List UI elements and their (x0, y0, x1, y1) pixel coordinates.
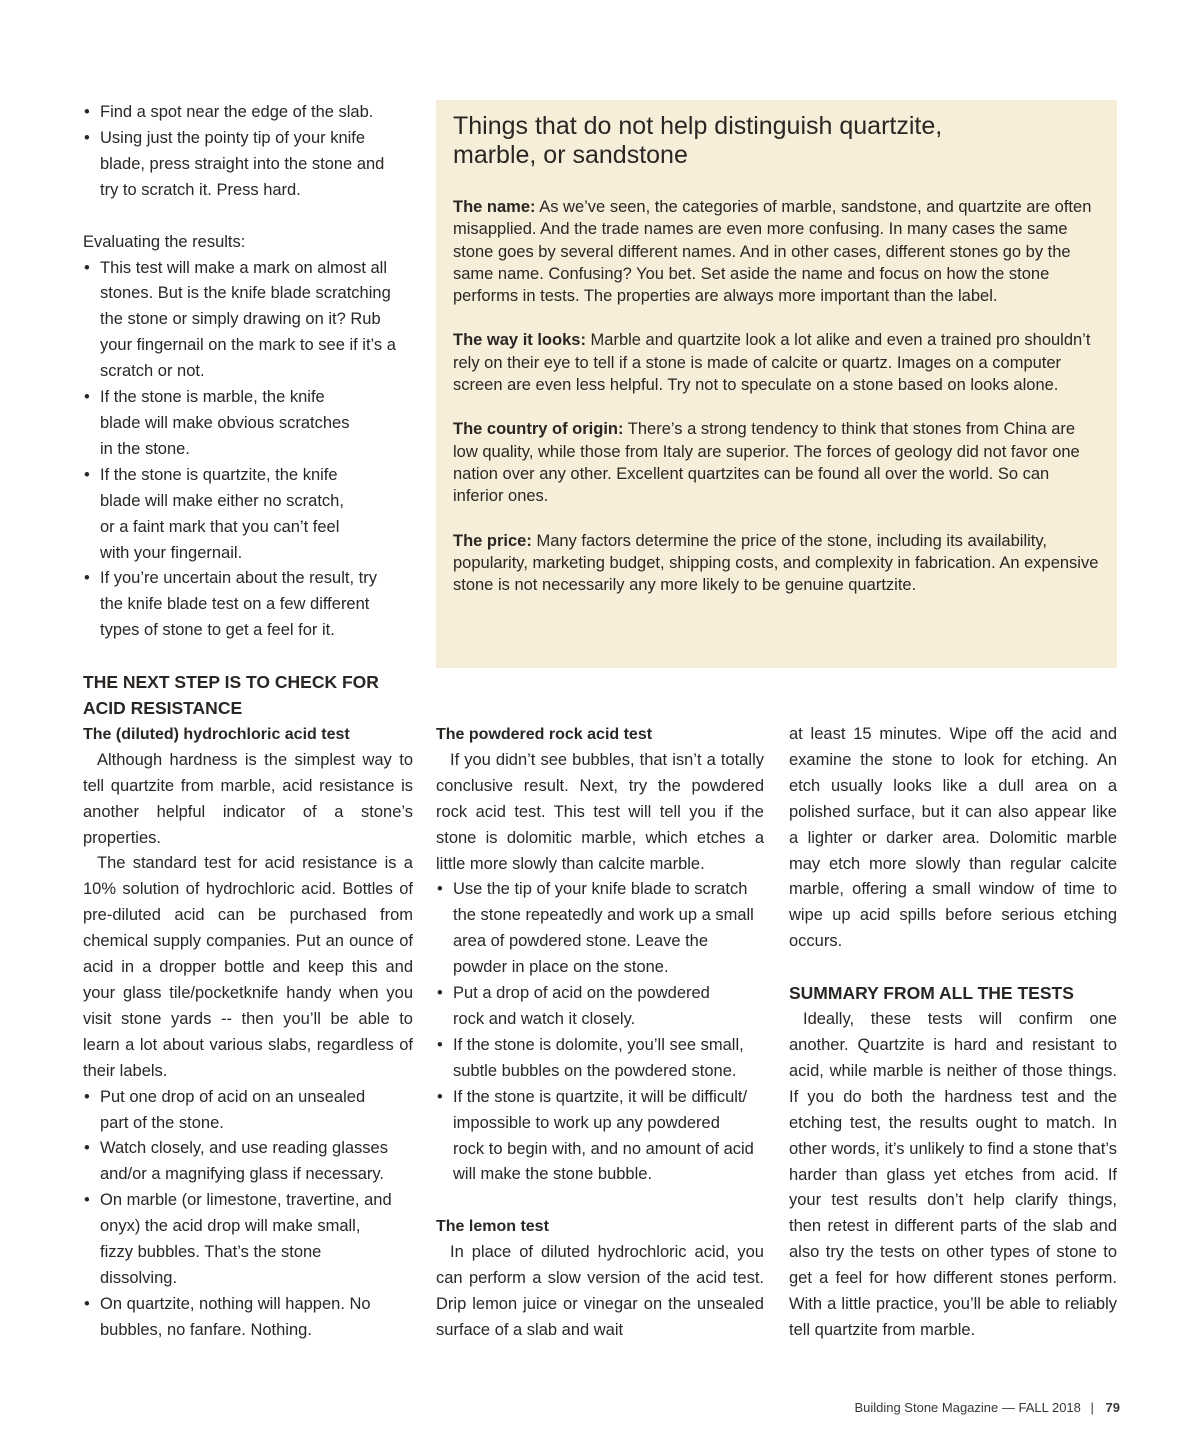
list-item: • On marble (or limestone, travertine, and onyx) the acid drop will make small, fizzy bubbles. That’s the stone dissolving. (83, 1188, 413, 1292)
sidebar-item-name (453, 196, 1100, 307)
acid-paragraph: Although hardness is the simplest way to tell quartzite from marble, acid resistance is another helpful indicator of a stone’s properties. (83, 750, 413, 847)
list-item: • If the stone is quartzite, the knife blade will make either no scratch, or a faint mark that you can’t feel with your fingernail. (83, 463, 403, 567)
list-item: • If the stone is marble, the knife blade will make obvious scratches in the stone. (83, 385, 403, 463)
sidebar-item-origin (453, 418, 1100, 507)
sidebar-term: The price: (453, 531, 532, 550)
section-heading-acid-resistance: THE NEXT STEP IS TO CHECK FOR ACID RESISTANCE (83, 672, 379, 719)
powdered-paragraph: If you didn’t see bubbles, that isn’t a totally conclusive result. Next, try the powdered rock acid test. This test will tell you if the stone is dolomitic marble, which etches a little more slowly than calcite marble. (436, 750, 764, 873)
sidebar-box (436, 100, 1117, 668)
page-footer (0, 1400, 1120, 1416)
summary-paragraph: Ideally, these tests will confirm one another. Quartzite is hard and resistant to acid, while marble is neither of those things. If you do both the hardness test and the etching test, the results ought to match. In other words, it’s unlikely to find a stone that’s harder than glass yet etches from acid. If your test results don’t help clarify things, then retest in different parts of the slab and also try the tests on other types of stone to get a feel for how different stones perform. With a little practice, you’ll be able to reliably tell quartzite from marble. (789, 1010, 1117, 1339)
list-item: • If the stone is dolomite, you’ll see small, subtle bubbles on the powdered stone. (436, 1033, 764, 1085)
list-item: • If the stone is quartzite, it will be difficult/ impossible to work up any powdered rock to begin with, and no amount of acid will make the stone bubble. (436, 1085, 764, 1189)
sidebar-text: As we’ve seen, the categories of marble, sandstone, and quartzite are often misapplied. And the trade names are even more confusing. In many cases the same stone goes by several different names. And in other cases, different stones go by the same name. Confusing? You bet. Set aside the name and focus on how the stone performs in tests. The properties are always more important than the label. (453, 198, 1092, 306)
continued-paragraph: at least 15 minutes. Wipe off the acid and examine the stone to look for etching. An etch usually looks like a dull area on a polished surface, but it can also appear like a lighter or darker area. Dolomitic marble may etch more slowly than regular calcite marble, offering a small window of time to wipe up acid spills before serious etching occurs. (789, 725, 1117, 951)
subheading-powdered-rock-test: The powdered rock acid test (436, 726, 653, 743)
sidebar-term: The way it looks: (453, 331, 586, 350)
sidebar-term: The name: (453, 198, 536, 216)
section-heading-summary: SUMMARY FROM ALL THE TESTS (789, 983, 1074, 1004)
sidebar-item-price (453, 530, 1100, 597)
list-item: • Find a spot near the edge of the slab. (83, 100, 413, 126)
sidebar-text: Marble and quartzite look a lot alike and even a trained pro shouldn’t rely on their eye to tell if a stone is made of calcite or quartz. Images on a computer screen are even less helpful. Try not to speculate on a stone based on looks alone. (453, 331, 1091, 395)
subheading-hydrochloric-test: The (diluted) hydrochloric acid test (83, 725, 350, 743)
sidebar-text: There’s a strong tendency to think that stones from China are low quality, while those from Italy are superior. The forces of geology did not favor one nation over any other. Excellent quartzites can be found all over the world. So can inferior ones. (453, 420, 1080, 506)
list-item: • On quartzite, nothing will happen. No bubbles, no fanfare. Nothing. (83, 1292, 413, 1344)
list-item: • Put one drop of acid on an unsealed part of the stone. (83, 1085, 413, 1137)
page-number: 79 (1105, 1400, 1120, 1415)
evaluating-label: Evaluating the results: (83, 232, 246, 251)
list-item: • Use the tip of your knife blade to scratch the stone repeatedly and work up a small area of powdered stone. Leave the powder in place on the stone. (436, 877, 764, 981)
evaluating-bullet-list (83, 256, 413, 645)
footer-separator: | (1090, 1400, 1094, 1415)
footer-publication: Building Stone Magazine — FALL 2018 (854, 1400, 1081, 1415)
list-item: • Using just the pointy tip of your knife blade, press straight into the stone and try to scratch it. Press hard. (83, 126, 413, 204)
acid-bullet-list (83, 1085, 413, 1344)
sidebar-text: Many factors determine the price of the stone, including its availability, popularity, marketing budget, shipping costs, and complexity in fabrication. An expensive stone is not necessarily any more likely to be genuine quartzite. (453, 531, 1099, 595)
acid-paragraph: The standard test for acid resistance is a 10% solution of hydrochloric acid. Bottles of pre-diluted acid can be purchased from chemical supply companies. Put an ounce of acid in a dropper bottle and keep this and your glass tile/pocketknife handy when you visit stone yards -- then you’ll be able to learn a lot about various slabs, regardless of their labels. (83, 854, 413, 1080)
list-item: • If you’re uncertain about the result, try the knife blade test on a few different types of stone to get a feel for it. (83, 566, 403, 644)
sidebar-term: The country of origin: (453, 420, 624, 439)
list-item: • This test will make a mark on almost all stones. But is the knife blade scratching the stone or simply drawing on it? Rub your fingernail on the mark to see if it’s a scratch or not. (83, 256, 403, 386)
subheading-lemon-test: The lemon test (436, 1218, 549, 1236)
sidebar-title: Things that do not help distinguish quartzite, marble, or sandstone (453, 112, 943, 169)
column-left (83, 100, 413, 1344)
lemon-paragraph: In place of diluted hydrochloric acid, you can perform a slow version of the acid test. Drip lemon juice or vinegar on the unsealed surface of a slab and wait (436, 1243, 764, 1339)
list-item: • Put a drop of acid on the powdered rock and watch it closely. (436, 981, 764, 1033)
list-item: • Watch closely, and use reading glasses and/or a magnifying glass if necessary. (83, 1136, 413, 1188)
column-right (789, 722, 1117, 1344)
column-middle (436, 722, 764, 1344)
intro-bullet-list (83, 100, 413, 204)
sidebar-item-looks (453, 329, 1100, 396)
powdered-bullet-list (436, 877, 764, 1188)
